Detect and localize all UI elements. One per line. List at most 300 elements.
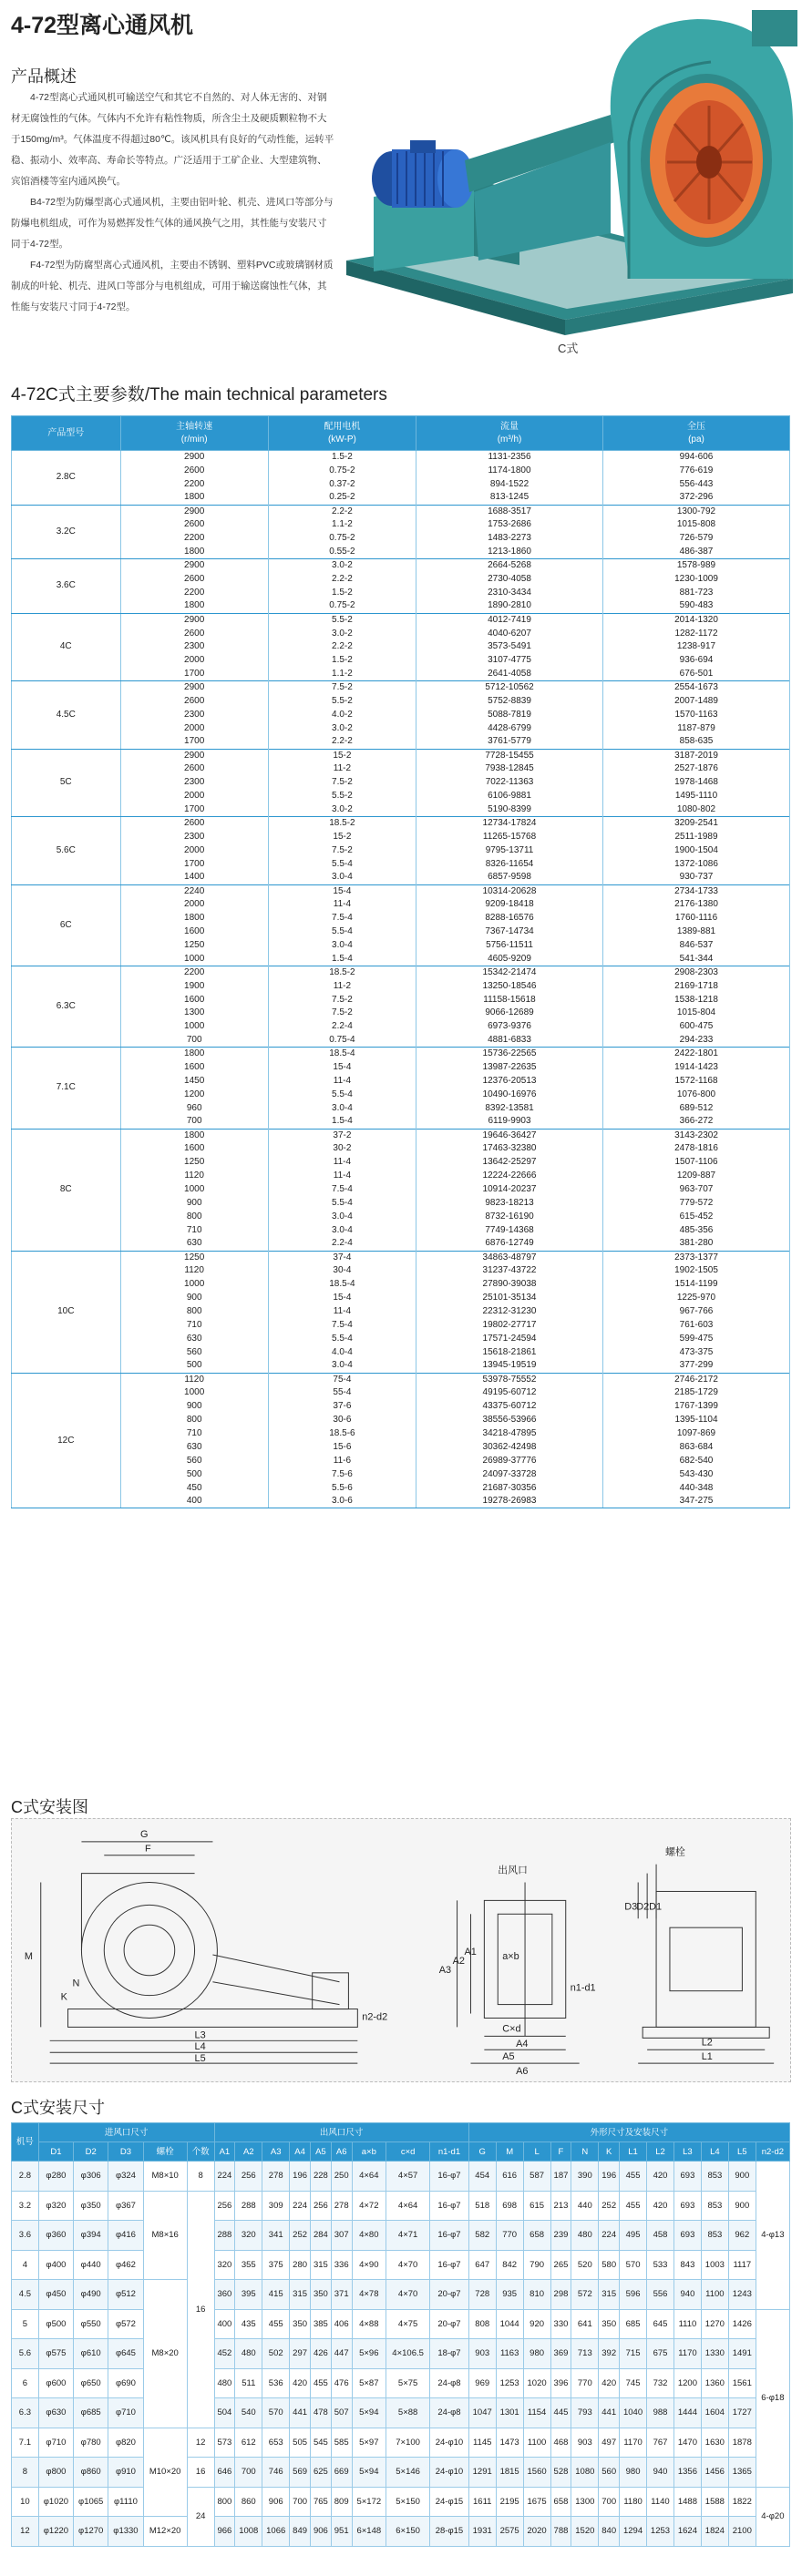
dims-cell: 24-φ8 — [430, 2368, 469, 2398]
params-row — [12, 1061, 790, 1075]
params-row — [12, 627, 790, 640]
params-cell: 2900 — [120, 681, 268, 695]
params-row — [12, 1400, 790, 1414]
params-cell: 8392-13581 — [416, 1101, 603, 1115]
dims-cell: 16-φ7 — [430, 2162, 469, 2192]
dims-cell: 966 — [214, 2517, 235, 2547]
params-cell: 2176-1380 — [603, 898, 790, 912]
params-cell: 1250 — [120, 1251, 268, 1264]
dims-cell: φ1220 — [38, 2517, 73, 2547]
params-cell: 936-694 — [603, 654, 790, 668]
dims-subheader-cell: c×d — [386, 2142, 430, 2162]
dims-cell: 252 — [290, 2221, 311, 2251]
params-cell: 4012-7419 — [416, 613, 603, 627]
dims-cell: 980 — [620, 2458, 647, 2488]
params-cell: 3.0-2 — [268, 803, 416, 817]
params-row — [12, 1210, 790, 1223]
params-cell: 2.2-2 — [268, 735, 416, 749]
dims-group-header-row — [12, 2123, 790, 2142]
params-row — [12, 708, 790, 721]
dims-cell: 1066 — [262, 2517, 290, 2547]
params-cell: 776-619 — [603, 464, 790, 477]
overview-text — [11, 87, 334, 318]
params-cell: 5712-10562 — [416, 681, 603, 695]
params-cell: 15-2 — [268, 830, 416, 843]
dims-cell: 903 — [571, 2428, 599, 2458]
params-cell: 11-6 — [268, 1454, 416, 1467]
params-cell: 3761-5779 — [416, 735, 603, 749]
dim-label-m: M — [24, 1950, 33, 1962]
dims-cell: 458 — [647, 2221, 674, 2251]
params-cell: 450 — [120, 1481, 268, 1495]
params-cell: 0.75-2 — [268, 464, 416, 477]
params-cell: 6857-9598 — [416, 871, 603, 884]
dims-cell: 1611 — [468, 2487, 496, 2517]
dims-cell: 476 — [331, 2368, 352, 2398]
params-row — [12, 1414, 790, 1427]
params-cell: 1250 — [120, 1156, 268, 1170]
dims-cell: 570 — [620, 2250, 647, 2280]
dims-row — [12, 2458, 790, 2488]
dims-cell: 228 — [310, 2162, 331, 2192]
params-row — [12, 599, 790, 613]
params-cell: 500 — [120, 1359, 268, 1373]
dims-cell: 6×148 — [352, 2517, 386, 2547]
dims-cell: φ367 — [108, 2191, 143, 2221]
dims-cell: 570 — [262, 2398, 290, 2428]
params-row — [12, 1088, 790, 1101]
dims-row — [12, 2191, 790, 2221]
params-cell: 2169-1718 — [603, 979, 790, 993]
params-cell: 630 — [120, 1441, 268, 1455]
params-row — [12, 843, 790, 857]
dims-cell: 4×71 — [386, 2221, 430, 2251]
params-cell: 863-684 — [603, 1441, 790, 1455]
dims-cell: 478 — [310, 2398, 331, 2428]
params-cell: 12376-20513 — [416, 1074, 603, 1088]
dims-row — [12, 2280, 790, 2310]
dims-cell: φ800 — [38, 2458, 73, 2488]
dims-cell: 455 — [310, 2368, 331, 2398]
params-cell: 5756-11511 — [416, 939, 603, 953]
params-cell: 12734-17824 — [416, 817, 603, 831]
dims-cell: φ360 — [38, 2221, 73, 2251]
dims-cell: 288 — [214, 2221, 235, 2251]
params-cell: 700 — [120, 1034, 268, 1048]
params-row — [12, 668, 790, 681]
dims-cell: 653 — [262, 2428, 290, 2458]
dims-cell: 809 — [331, 2487, 352, 2517]
params-header-cn: 主轴转速 — [176, 421, 213, 432]
params-cell: 9209-18418 — [416, 898, 603, 912]
dim-label-a5: A5 — [502, 2051, 515, 2063]
dims-cell: 1100 — [523, 2428, 550, 2458]
params-cell: 11-4 — [268, 1170, 416, 1183]
params-cell: 11-4 — [268, 1156, 416, 1170]
params-row — [12, 681, 790, 695]
params-cell: 4881-6833 — [416, 1034, 603, 1048]
dims-cell: 1824 — [701, 2517, 728, 2547]
params-row — [12, 1332, 790, 1345]
params-cell: 30362-42498 — [416, 1441, 603, 1455]
dims-cell: 360 — [214, 2280, 235, 2310]
dims-cell: 669 — [331, 2458, 352, 2488]
dims-cell: 693 — [673, 2191, 701, 2221]
params-cell: 1076-800 — [603, 1088, 790, 1101]
params-cell: 800 — [120, 1210, 268, 1223]
dims-cell: 585 — [331, 2428, 352, 2458]
params-cell: 13945-19519 — [416, 1359, 603, 1373]
params-cell: 366-272 — [603, 1115, 790, 1129]
dims-row — [12, 2398, 790, 2428]
dims-cell: 435 — [235, 2309, 262, 2339]
params-cell: 10314-20628 — [416, 884, 603, 898]
params-row — [12, 939, 790, 953]
dims-model-cell: 8 — [12, 2458, 39, 2488]
params-cell: 3573-5491 — [416, 640, 603, 654]
dims-cell: φ610 — [74, 2339, 108, 2369]
dims-cell: 4×70 — [386, 2280, 430, 2310]
params-cell: 19646-36427 — [416, 1129, 603, 1142]
params-cell: 11158-15618 — [416, 993, 603, 1007]
dims-cell: 770 — [496, 2221, 523, 2251]
params-cell: 4040-6207 — [416, 627, 603, 640]
dim-label-k: K — [60, 1991, 67, 2003]
params-cell: 5.5-4 — [268, 925, 416, 939]
dims-cell: φ462 — [108, 2250, 143, 2280]
dims-cell: 518 — [468, 2191, 496, 2221]
params-cell: 11-4 — [268, 1074, 416, 1088]
params-cell: 37-4 — [268, 1251, 416, 1264]
params-cell: 0.55-2 — [268, 546, 416, 559]
dims-cell: 1588 — [701, 2487, 728, 2517]
params-cell: 473-375 — [603, 1345, 790, 1359]
params-cell: 1.5-4 — [268, 952, 416, 966]
dims-cell: 596 — [620, 2280, 647, 2310]
dims-cell: 540 — [235, 2398, 262, 2428]
dims-cell: 4×90 — [352, 2250, 386, 2280]
params-row — [12, 952, 790, 966]
params-cell: 4.0-2 — [268, 708, 416, 721]
dims-cell: 505 — [290, 2428, 311, 2458]
params-cell: 630 — [120, 1237, 268, 1251]
params-row — [12, 830, 790, 843]
params-cell: 7728-15455 — [416, 749, 603, 762]
dims-cell: φ1020 — [38, 2487, 73, 2517]
dims-cell: φ645 — [108, 2339, 143, 2369]
dims-cell: φ710 — [108, 2398, 143, 2428]
params-cell: 1700 — [120, 735, 268, 749]
dims-cell: 1604 — [701, 2398, 728, 2428]
params-cell: 4605-9209 — [416, 952, 603, 966]
params-cell: 15618-21861 — [416, 1345, 603, 1359]
params-cell: 1282-1172 — [603, 627, 790, 640]
dims-cell: 842 — [496, 2250, 523, 2280]
dims-cell: 2020 — [523, 2517, 550, 2547]
dims-cell: 495 — [620, 2221, 647, 2251]
params-cell: 1120 — [120, 1373, 268, 1386]
params-cell: 900 — [120, 1196, 268, 1210]
dims-subheader-cell: n2-d2 — [756, 2142, 789, 2162]
params-row — [12, 477, 790, 491]
params-header-cn: 流量 — [500, 421, 519, 432]
params-cell: 894-1522 — [416, 477, 603, 491]
dims-header-outline: 外形尺寸及安装尺寸 — [468, 2123, 789, 2142]
dim-label-a4: A4 — [516, 2039, 529, 2050]
params-cell: 846-537 — [603, 939, 790, 953]
params-row — [12, 966, 790, 979]
params-cell: 1.5-4 — [268, 1115, 416, 1129]
params-row — [12, 993, 790, 1007]
params-cell: 0.75-4 — [268, 1034, 416, 1048]
dims-cell: 1110 — [673, 2309, 701, 2339]
dims-cell: 315 — [290, 2280, 311, 2310]
params-cell: 1902-1505 — [603, 1264, 790, 1278]
dims-cell: 454 — [468, 2162, 496, 2192]
dims-cell: 4×106.5 — [386, 2339, 430, 2369]
params-cell: 2.2-2 — [268, 573, 416, 587]
dims-cell: 4×64 — [386, 2191, 430, 2221]
dim-label-f: F — [144, 1843, 151, 1855]
params-cell: 630 — [120, 1332, 268, 1345]
params-cell: 7749-14368 — [416, 1223, 603, 1237]
params-model-cell: 12C — [12, 1373, 121, 1508]
params-cell: 0.25-2 — [268, 491, 416, 505]
params-cell: 11-4 — [268, 898, 416, 912]
params-cell: 1209-887 — [603, 1170, 790, 1183]
params-cell: 2300 — [120, 708, 268, 721]
params-row — [12, 1101, 790, 1115]
params-cell: 2014-1320 — [603, 613, 790, 627]
dims-cell: 252 — [599, 2191, 620, 2221]
params-cell: 11-4 — [268, 1305, 416, 1319]
params-cell: 22312-31230 — [416, 1305, 603, 1319]
dims-model-cell: 10 — [12, 2487, 39, 2517]
params-cell: 1600 — [120, 925, 268, 939]
params-cell: 1080-802 — [603, 803, 790, 817]
params-cell: 1800 — [120, 1048, 268, 1061]
params-row — [12, 491, 790, 505]
dims-cell: φ860 — [74, 2458, 108, 2488]
dims-cell: φ780 — [74, 2428, 108, 2458]
params-cell: 11265-15768 — [416, 830, 603, 843]
dim-label-l4: L4 — [194, 2041, 206, 2053]
dims-cell: φ650 — [74, 2368, 108, 2398]
params-model-cell: 10C — [12, 1251, 121, 1373]
dims-cell: 685 — [620, 2309, 647, 2339]
params-cell: 3.0-6 — [268, 1495, 416, 1508]
dims-subheader-cell: K — [599, 2142, 620, 2162]
params-cell: 0.75-2 — [268, 599, 416, 613]
dims-cell: φ320 — [38, 2191, 73, 2221]
dims-cell: 406 — [331, 2309, 352, 2339]
params-cell: 560 — [120, 1345, 268, 1359]
overview-paragraph: 4-72型离心式通风机可输送空气和其它不自然的、对人体无害的、对钢材无腐蚀性的气体。气体内不允许有粘性物质，所含尘土及硬质颗粒物不大于150mg/m³。气体温度不得超过80℃。该风机具有良好的气动性能，运转平稳、振动小、效率高、寿命长等特点。广泛适用于工矿企业、大型建筑物、宾馆酒楼等室内通风换气。 — [11, 92, 334, 187]
dims-model-cell: 3.6 — [12, 2221, 39, 2251]
dims-cell: 849 — [290, 2517, 311, 2547]
params-cell: 2600 — [120, 464, 268, 477]
params-cell: 590-483 — [603, 599, 790, 613]
params-cell: 18.5-4 — [268, 1048, 416, 1061]
params-cell: 2600 — [120, 627, 268, 640]
params-cell: 1000 — [120, 1278, 268, 1292]
params-cell: 2730-4058 — [416, 573, 603, 587]
params-cell: 1538-1218 — [603, 993, 790, 1007]
params-header-en: (r/min) — [180, 434, 208, 445]
params-cell: 967-766 — [603, 1305, 790, 1319]
dim-label-l3: L3 — [194, 2029, 206, 2041]
dims-bolt-cell: M12×20 — [143, 2517, 187, 2547]
params-cell: 7.5-2 — [268, 776, 416, 790]
dims-subheader-cell: M — [496, 2142, 523, 2162]
dims-cell: 1243 — [728, 2280, 756, 2310]
params-cell: 3.0-4 — [268, 1223, 416, 1237]
params-cell: 2600 — [120, 573, 268, 587]
dims-cell: 1040 — [620, 2398, 647, 2428]
dims-cell: 5×75 — [386, 2368, 430, 2398]
dims-cell: φ630 — [38, 2398, 73, 2428]
dims-cell: φ500 — [38, 2309, 73, 2339]
params-cell: 5.5-2 — [268, 695, 416, 709]
params-cell: 3.0-4 — [268, 1101, 416, 1115]
dims-cell: 1301 — [496, 2398, 523, 2428]
params-cell: 1753-2686 — [416, 518, 603, 532]
dims-cell: 1444 — [673, 2398, 701, 2428]
params-cell: 800 — [120, 1305, 268, 1319]
dims-cell: 288 — [235, 2191, 262, 2221]
dims-cell: 1140 — [647, 2487, 674, 2517]
dims-cell: φ450 — [38, 2280, 73, 2310]
dims-subheader-cell: L3 — [673, 2142, 701, 2162]
params-cell: 1800 — [120, 912, 268, 925]
params-cell: 1914-1423 — [603, 1061, 790, 1075]
params-cell: 1187-879 — [603, 721, 790, 735]
dims-cell: 5×150 — [386, 2487, 430, 2517]
dims-cell: 693 — [673, 2162, 701, 2192]
params-cell: 1174-1800 — [416, 464, 603, 477]
params-cell: 1131-2356 — [416, 451, 603, 465]
dims-model-cell: 4 — [12, 2250, 39, 2280]
dims-cell: 24-φ10 — [430, 2428, 469, 2458]
dim-label-l1: L1 — [701, 2051, 713, 2063]
dim-label-l2: L2 — [701, 2037, 713, 2049]
params-row — [12, 451, 790, 465]
dims-header-model: 机号 — [12, 2123, 39, 2162]
params-model-cell: 2.8C — [12, 451, 121, 506]
params-model-cell: 5C — [12, 749, 121, 816]
dims-cell: φ350 — [74, 2191, 108, 2221]
dims-cell: φ1065 — [74, 2487, 108, 2517]
dims-cell: φ820 — [108, 2428, 143, 2458]
params-cell: 9066-12689 — [416, 1007, 603, 1020]
params-cell: 12224-22666 — [416, 1170, 603, 1183]
dims-cell: 1294 — [620, 2517, 647, 2547]
params-cell: 37-2 — [268, 1129, 416, 1142]
params-cell: 7.5-4 — [268, 1319, 416, 1333]
params-cell: 5.5-4 — [268, 1088, 416, 1101]
dims-cell: 18-φ7 — [430, 2339, 469, 2369]
params-cell: 710 — [120, 1427, 268, 1441]
dims-cell: 1253 — [647, 2517, 674, 2547]
dims-cell: 250 — [331, 2162, 352, 2192]
dims-bolt-cell: M8×16 — [143, 2191, 187, 2280]
dims-subheader-cell: n1-d1 — [430, 2142, 469, 2162]
params-cell: 689-512 — [603, 1101, 790, 1115]
params-cell: 7.5-2 — [268, 1007, 416, 1020]
dims-cell: 1356 — [673, 2458, 701, 2488]
dims-subheader-cell: L1 — [620, 2142, 647, 2162]
dims-cell: 196 — [599, 2162, 620, 2192]
dims-subheader-cell: D2 — [74, 2142, 108, 2162]
dims-cell: 315 — [310, 2250, 331, 2280]
overview-paragraph: B4-72型为防爆型离心式通风机，主要由铝叶轮、机壳、进风口等部分与防爆电机组成，可作为易燃挥发性气体的通风换气之用，其性能与安装尺寸同于4-72型。 — [11, 197, 334, 250]
params-model-cell: 3.2C — [12, 505, 121, 559]
params-cell: 1015-804 — [603, 1007, 790, 1020]
dims-subheader-cell: A5 — [310, 2142, 331, 2162]
dims-cell: 307 — [331, 2221, 352, 2251]
dims-bolt-cell: M10×20 — [143, 2428, 187, 2517]
dim-label-g: G — [139, 1828, 149, 1840]
params-cell: 900 — [120, 1400, 268, 1414]
params-header-en: (kW-P) — [327, 434, 356, 445]
params-cell: 7.5-4 — [268, 912, 416, 925]
params-cell: 15-6 — [268, 1441, 416, 1455]
dims-cell: 24-φ15 — [430, 2487, 469, 2517]
params-cell: 541-344 — [603, 952, 790, 966]
params-row — [12, 1345, 790, 1359]
params-cell: 2527-1876 — [603, 762, 790, 776]
params-row — [12, 1074, 790, 1088]
dims-cell: 853 — [701, 2162, 728, 2192]
dims-subheader-cell: A1 — [214, 2142, 235, 2162]
dims-cell: 645 — [647, 2309, 674, 2339]
params-cell: 3.0-4 — [268, 1210, 416, 1223]
params-cell: 485-356 — [603, 1223, 790, 1237]
params-cell: 7.5-2 — [268, 843, 416, 857]
dims-cell: 224 — [290, 2191, 311, 2221]
params-cell: 1600 — [120, 1142, 268, 1156]
params-cell: 615-452 — [603, 1210, 790, 1223]
dims-cell: 420 — [290, 2368, 311, 2398]
params-cell: 15-4 — [268, 1292, 416, 1305]
params-cell: 2900 — [120, 749, 268, 762]
dims-cell: φ416 — [108, 2221, 143, 2251]
params-cell: 400 — [120, 1495, 268, 1508]
params-header-cell — [268, 416, 416, 451]
dim-label-axb: a×b — [502, 1950, 519, 1962]
dims-cell: φ1270 — [74, 2517, 108, 2547]
dims-count-cell: 16 — [187, 2458, 214, 2488]
dims-subheader-cell: L — [523, 2142, 550, 2162]
params-row — [12, 884, 790, 898]
dims-cell: 336 — [331, 2250, 352, 2280]
dims-cell: 1200 — [673, 2368, 701, 2398]
params-row — [12, 559, 790, 573]
params-row — [12, 735, 790, 749]
params-cell: 5190-8399 — [416, 803, 603, 817]
fan-photo — [337, 5, 798, 370]
dims-cell: 1456 — [701, 2458, 728, 2488]
dims-cell: 5×94 — [352, 2398, 386, 2428]
dim-label-outlet: 出风口 — [498, 1865, 528, 1876]
params-model-cell: 6.3C — [12, 966, 121, 1047]
params-cell: 53978-75552 — [416, 1373, 603, 1386]
params-cell: 377-299 — [603, 1359, 790, 1373]
dims-cell: φ1330 — [108, 2517, 143, 2547]
params-cell: 3107-4775 — [416, 654, 603, 668]
params-row — [12, 749, 790, 762]
dims-cell: 1426 — [728, 2309, 756, 2339]
